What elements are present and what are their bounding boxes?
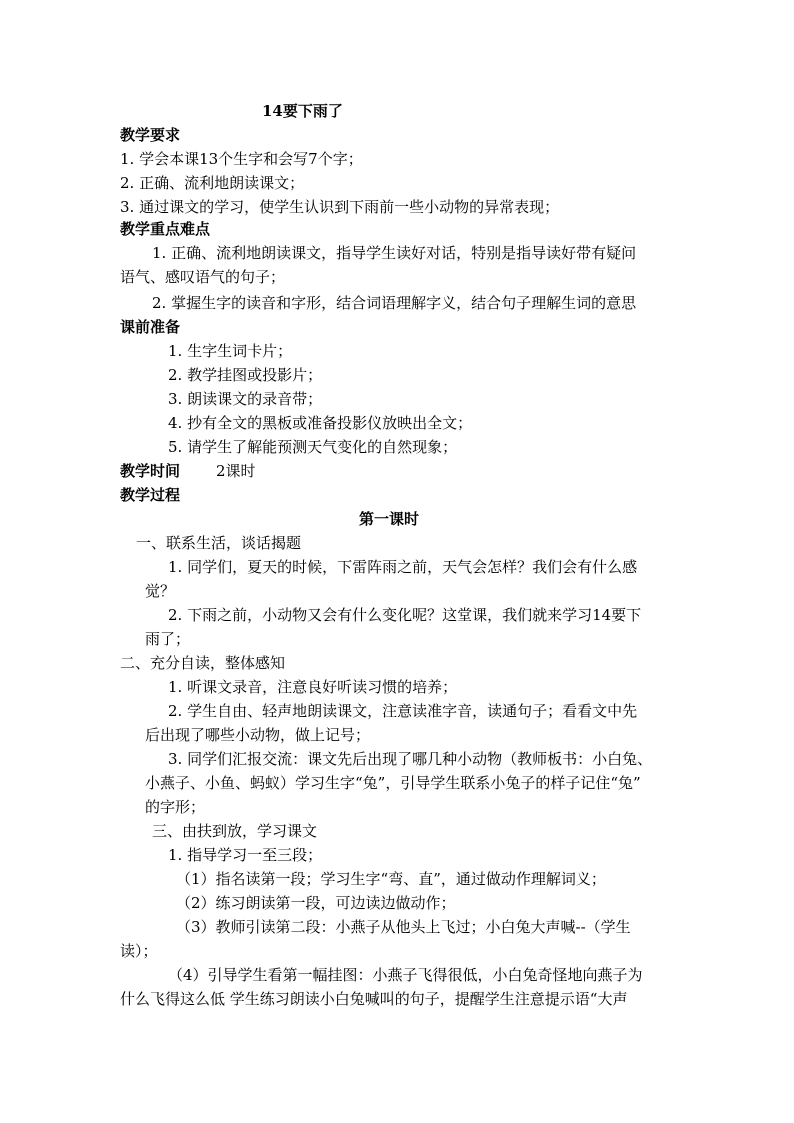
section-item-cont: 雨了； [145,630,191,648]
section-item: 2. 下雨之前，小动物又会有什么变化呢？这堂课，我们就来学习14要下 [168,606,642,624]
preparation-item: 5. 请学生了解能预测天气变化的自然现象； [168,438,458,456]
preparation-heading: 课前准备 [120,318,181,336]
key-point-item-cont: 语气、感叹语气的句子； [120,268,286,286]
sub-item: （4）引导学生看第一幅挂图：小燕子飞得很低，小白兔奇怪地向燕子为 [168,966,643,984]
section-item-cont: 后出现了哪些小动物，做上记号； [145,726,371,744]
section-item-cont: 的字形； [145,798,206,816]
preparation-item: 2. 教学挂图或投影片； [168,366,323,384]
sub-item-cont: 什么飞得这么低 学生练习朗读小白兔喊叫的句子，提醒学生注意提示语“大声 [120,990,628,1008]
process-heading: 教学过程 [120,486,181,504]
section-item-cont: 小燕子、小鱼、蚂蚁）学习生字“兔”，引导学生联系小兔子的样子记住“兔” [145,774,641,792]
requirement-item: 3. 通过课文的学习，使学生认识到下雨前一些小动物的异常表现； [120,198,560,216]
lesson-title: 第一课时 [359,510,420,528]
time-heading: 教学时间 [120,462,181,480]
section-item: 2. 学生自由、轻声地朗读课文，注意读准字音，读通句子；看看文中先 [168,702,638,720]
key-point-item: 2. 掌握生字的读音和字形，结合词语理解字义，结合句子理解生词的意思 [152,294,637,312]
section-item: 1. 听课文录音，注意良好听读习惯的培养； [168,678,458,696]
preparation-item: 4. 抄有全文的黑板或准备投影仪放映出全文； [168,414,473,432]
section-item: 3. 同学们汇报交流：课文先后出现了哪几种小动物（教师板书：小白兔、 [168,750,653,768]
section-heading: 二、充分自读，整体感知 [120,654,286,672]
time-value: 2课时 [216,462,256,480]
key-point-item: 1. 正确、流利地朗读课文，指导学生读好对话，特别是指导读好带有疑问 [152,244,637,262]
page-title: 14要下雨了 [262,102,343,120]
section-heading: 一、联系生活，谈话揭题 [136,534,302,552]
sub-item: （2）练习朗读第一段，可边读边做动作； [176,894,456,912]
requirement-item: 1. 学会本课13个生字和会写7个字； [120,150,363,168]
key-points-heading: 教学重点难点 [120,220,211,238]
sub-item: （3）教师引读第二段：小燕子从他头上飞过；小白兔大声喊--（学生 [176,918,631,936]
requirements-heading: 教学要求 [120,126,181,144]
preparation-item: 3. 朗读课文的录音带； [168,390,323,408]
section-item-cont: 觉？ [145,582,176,600]
section-item: 1. 同学们，夏天的时候，下雷阵雨之前，天气会怎样？我们会有什么感 [168,558,638,576]
section-item: 1. 指导学习一至三段； [168,846,323,864]
sub-item-cont: 读）； [120,942,158,960]
preparation-item: 1. 生字生词卡片； [168,342,293,360]
section-heading: 三、由扶到放，学习课文 [152,822,318,840]
requirement-item: 2. 正确、流利地朗读课文； [120,174,305,192]
sub-item: （1）指名读第一段；学习生字“弯、直”，通过做动作理解词义； [176,870,606,888]
